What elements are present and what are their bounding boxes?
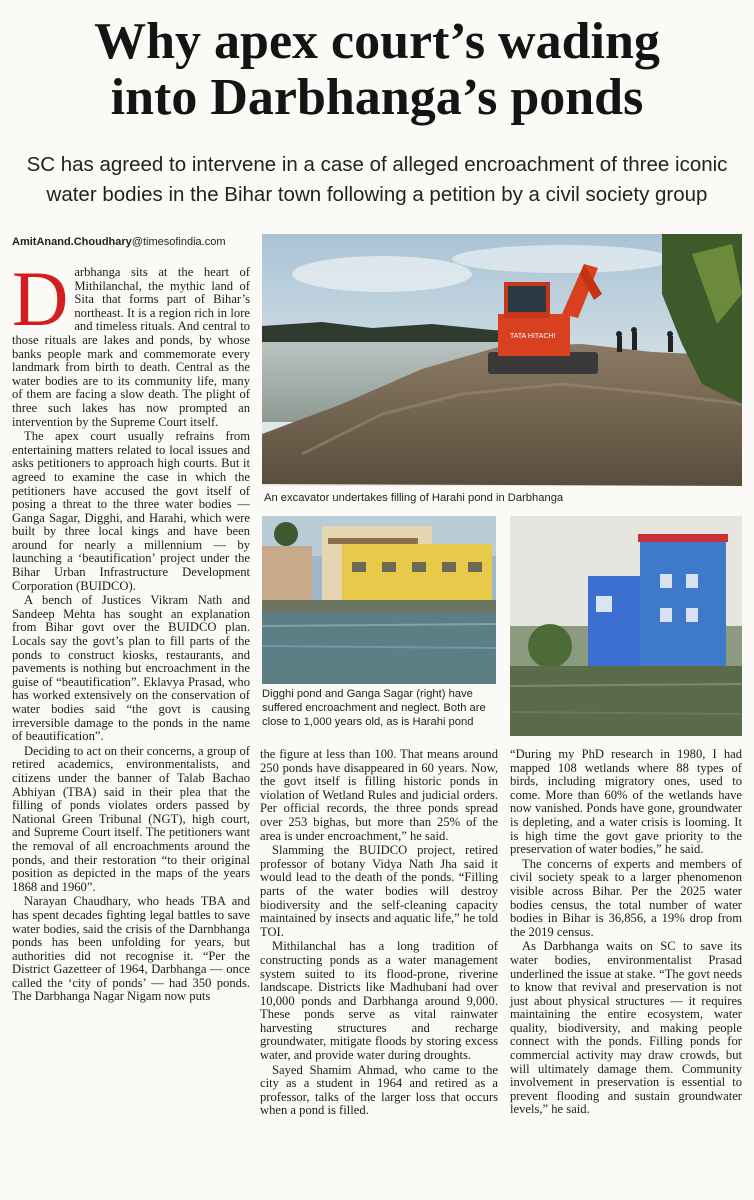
headline-line-2: into Darbhanga’s ponds <box>110 69 644 126</box>
excavator-image <box>262 234 742 486</box>
subheadline-line-1: SC has agreed to intervene in a case of alleged encroachment of three iconic <box>26 153 728 176</box>
headline <box>0 14 754 126</box>
subheadline-line-2: water bodies in the Bihar town following a petition by a civil society group <box>46 183 708 206</box>
photo-ganga-sagar <box>510 516 742 736</box>
byline-domain: @timesofindia.com <box>131 236 226 248</box>
photo-ponds-caption <box>262 687 506 729</box>
photo-excavator <box>262 234 742 486</box>
caption-line: Digghi pond and Ganga Sagar (right) have <box>262 688 473 700</box>
paragraph: Narayan Chaudhary, who heads TBA and has spent decades fighting legal battles to save water bodies, said the crisis of the Darnbhanga ponds has been unfolding for years, but authorities did not recognise it. “Per the District Gazetteer of 1964, Darbhanga — once called the ‘city of ponds’ — had 350 ponds. The Darbhanga Nagar Nigam now puts <box>12 894 250 1004</box>
paragraph: Deciding to act on their concerns, a group of retired academics, environmentalists, and citizens under the banner of Talab Bachao Abhiyan (TBA) said in their plea that the filling of ponds violates orders passed by National Green Tribunal (NGT), high court, and Supreme Court itself. The petitioners want the removal of all encroachments around the ponds, and their restoration “to their original position as depicted in the maps of the years 1868 and 1960”. <box>12 743 250 894</box>
paragraph: As Darbhanga waits on SC to save its water bodies, environmentalist Prasad underlined the issue at stake. “The govt needs to know that revival and preservation is not just about physical structures — it requires maintaining the entire ecosystem, water quality, biodiversity, and making people connect with the ponds. Filling ponds for commercial activity may draw crowds, but will ultimately damage them. Community involvement in preservation is essential to prevent flooding and sustain groundwater levels,” he said. <box>510 939 742 1117</box>
drop-cap: D <box>12 255 69 342</box>
caption-line: suffered encroachment and neglect. Both are <box>262 702 486 714</box>
paragraph: Mithilanchal has a long tradition of constructing ponds as a water management system suited to its flood-prone, riverine landscape. Districts like Madhubani had over 10,000 ponds and Darbhanga around 9,000. These ponds serve as vital rainwater harvesting structures and recharge groundwater, mitigate floods by storing excess water, and provide water during droughts. <box>260 939 498 1063</box>
paragraph: A bench of Justices Vikram Nath and Sandeep Mehta has sought an explanation from Bihar govt over the BUIDCO plan. Locals say the govt’s plan to fill parts of the ponds to construct kiosks, restaurants, and pavements is nothing but encroachment in the guise of “beautification”. Eklavya Prasad, who has worked extensively on the conservation of water bodies said “the govt is causing irreversible damage to the ponds in the name of beautification”. <box>12 593 250 744</box>
subheadline <box>14 150 740 210</box>
photo-digghi-pond <box>262 516 496 684</box>
paragraph: “During my PhD research in 1980, I had mapped 108 wetlands where 88 types of birds, including migratory ones, used to come. More than 60% of the wetlands have now vanished. Ponds have gone, groundwater is depleting, and a water crisis is looming. It is high time the govt gave priority to the preservation of water bodies,” he said. <box>510 747 742 857</box>
headline-line-1: Why apex court’s wading <box>94 13 660 70</box>
article-column-2 <box>260 748 498 1119</box>
photo-excavator-caption: An excavator undertakes filling of Harahi pond in Darbhanga <box>264 492 564 504</box>
ganga-sagar-image <box>510 516 742 736</box>
caption-line: close to 1,000 years old, as is Harahi pond <box>262 716 474 728</box>
excavator-brand-text: TATA HITACHI <box>510 333 556 340</box>
byline-author: AmitAnand.Choudhary <box>12 236 132 248</box>
paragraph: Slamming the BUIDCO project, retired professor of botany Vidya Nath Jha said it would lead to the death of the ponds. “Filling parts of the water bodies will destroy biodiversity and the self-cleaning capacity maintained by insects and aquatic life,” he told TOI. <box>260 843 498 939</box>
paragraph: the figure at less than 100. That means around 250 ponds have disappeared in 60 years. Now, the govt itself is filling historic ponds in violation of Wetland Rules and judicial orders. Per official records, the three ponds spread over 253 bighas, but more than 25% of the area is under encroachment,” he said. <box>260 747 498 843</box>
paragraph: The apex court usually refrains from entertaining matters related to local issues and asks petitioners to approach high courts. But it agreed to examine the case in which the petitioners have accused the govt itself of posing a threat to the three water bodies — Ganga Sagar, Digghi, and Harahi, which were built by three local kings and have been around for nearly a millennium — by launching a ‘beautification’ project under the Bihar Urban Infrastructure Development Corporation (BUIDCO). <box>12 429 250 593</box>
article-column-1 <box>12 255 250 1005</box>
digghi-pond-image <box>262 516 496 684</box>
paragraph: arbhanga sits at the heart of Mithilanchal, the mythic land of Sita that forms part of Bihar’s northeast. It is a region rich in lore and timeless rituals. And central to those rituals are lakes and ponds, by whose banks people mark and commemorate every landmark from birth to death. Central as the water bodies are to its community life, many of them are facing a slow death. The plight of three such lakes has now prompted an intervention by the Supreme Court itself. <box>12 265 250 429</box>
paragraph: The concerns of experts and members of civil society speak to a larger phenomenon visible across Bihar. Per the 2025 water bodies census, the total number of water bodies in Bihar is 36,856, a 19% drop from the 2019 census. <box>510 856 742 939</box>
paragraph: Sayed Shamim Ahmad, who came to the city as a student in 1964 and retired as a professor, talks of the larger loss that occurs when a pond is filled. <box>260 1062 498 1118</box>
byline <box>12 236 225 248</box>
article-column-3 <box>510 748 742 1118</box>
